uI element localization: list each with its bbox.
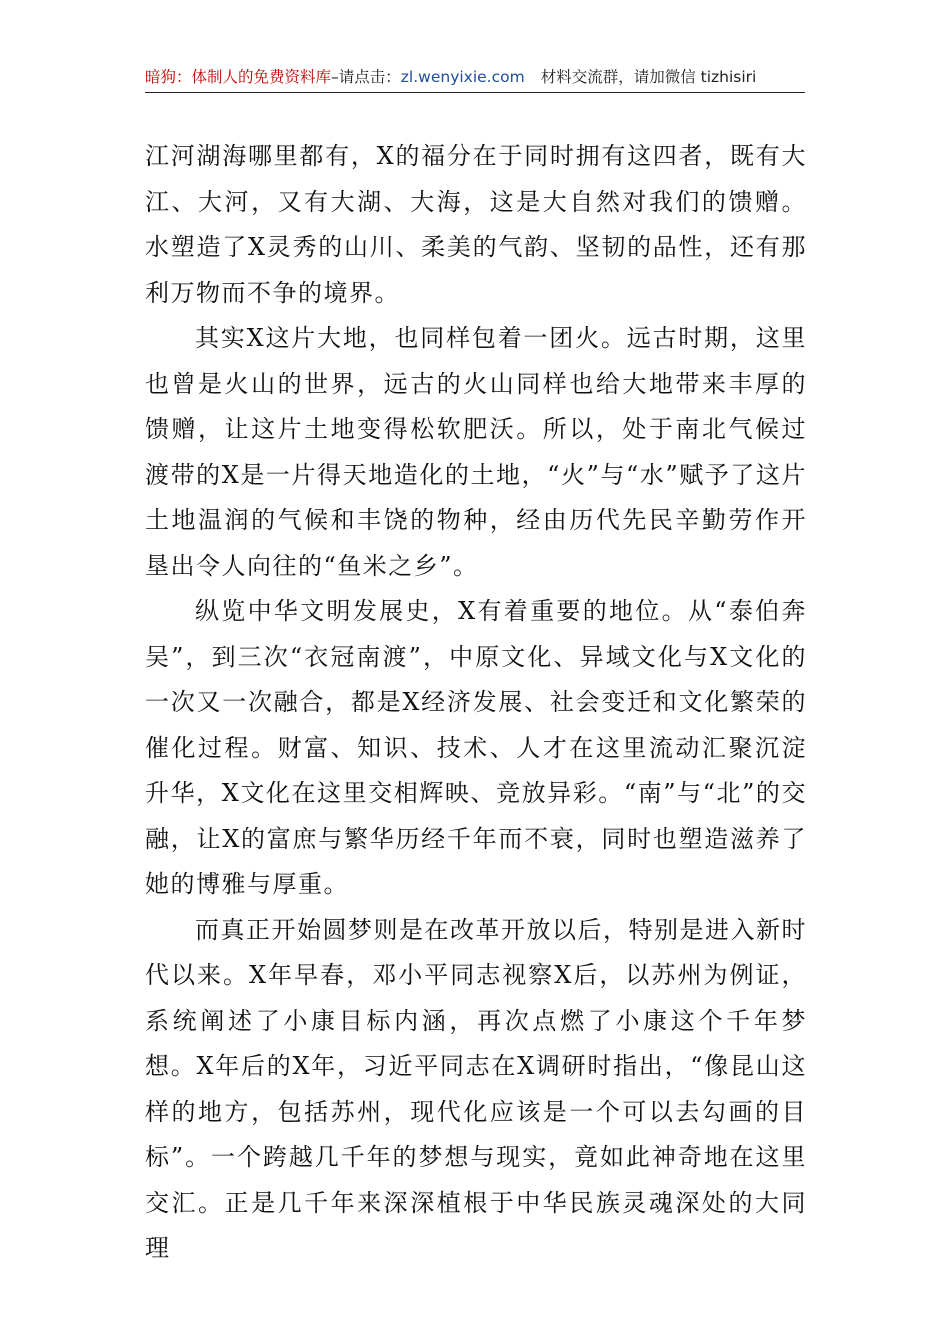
document-body (145, 134, 807, 1272)
paragraph-3: 纵览中华文明发展史，X有着重要的地位。从“泰伯奔吴”，到三次“衣冠南渡”，中原文化、异域文化与X文化的一次又一次融合，都是X经济发展、社会变迁和文化繁荣的催化过程。财富、知识、技术、人才在这里流动汇聚沉淀升华，X文化在这里交相辉映、竞放异彩。“南”与“北”的交融，让X的富庶与繁华历经千年而不衰，同时也塑造滋养了她的博雅与厚重。 (145, 597, 807, 898)
paragraph-1: 江河湖海哪里都有，X的福分在于同时拥有这四者，既有大江、大河，又有大湖、大海，这是大自然对我们的馈赠。水塑造了X灵秀的山川、柔美的气韵、坚韧的品性，还有那利万物而不争的境界。 (145, 142, 807, 307)
paragraph-2: 其实X这片大地，也同样包着一团火。远古时期，这里也曾是火山的世界，远古的火山同样也给大地带来丰厚的馈赠，让这片土地变得松软肥沃。所以，处于南北气候过渡带的X是一片得天地造化的土地，“火”与“水”赋予了这片土地温润的气候和丰饶的物种，经由历代先民辛勤劳作开垦出令人向往的“鱼米之乡”。 (145, 324, 807, 580)
header-prompt: –请点击： (331, 68, 401, 86)
header-brand: 暗狗：体制人的免费资料库 (145, 68, 332, 86)
header-wechat-note: 材料交流群，请加微信 tizhisiri (540, 68, 757, 86)
paragraph-4: 而真正开始圆梦则是在改革开放以后，特别是进入新时代以来。X年早春，邓小平同志视察X后，以苏州为例证，系统阐述了小康目标内涵，再次点燃了小康这个千年梦想。X年后的X年，习近平同志在X调研时指出，“像昆山这样的地方，包括苏州，现代化应该是一个可以去勾画的目标”。一个跨越几千年的梦想与现实，竟如此神奇地在这里交汇。正是几千年来深深植根于中华民族灵魂深处的大同理 (145, 915, 807, 1262)
page-header (145, 62, 805, 93)
header-url-link[interactable]: zl.wenyixie.com (400, 68, 525, 86)
